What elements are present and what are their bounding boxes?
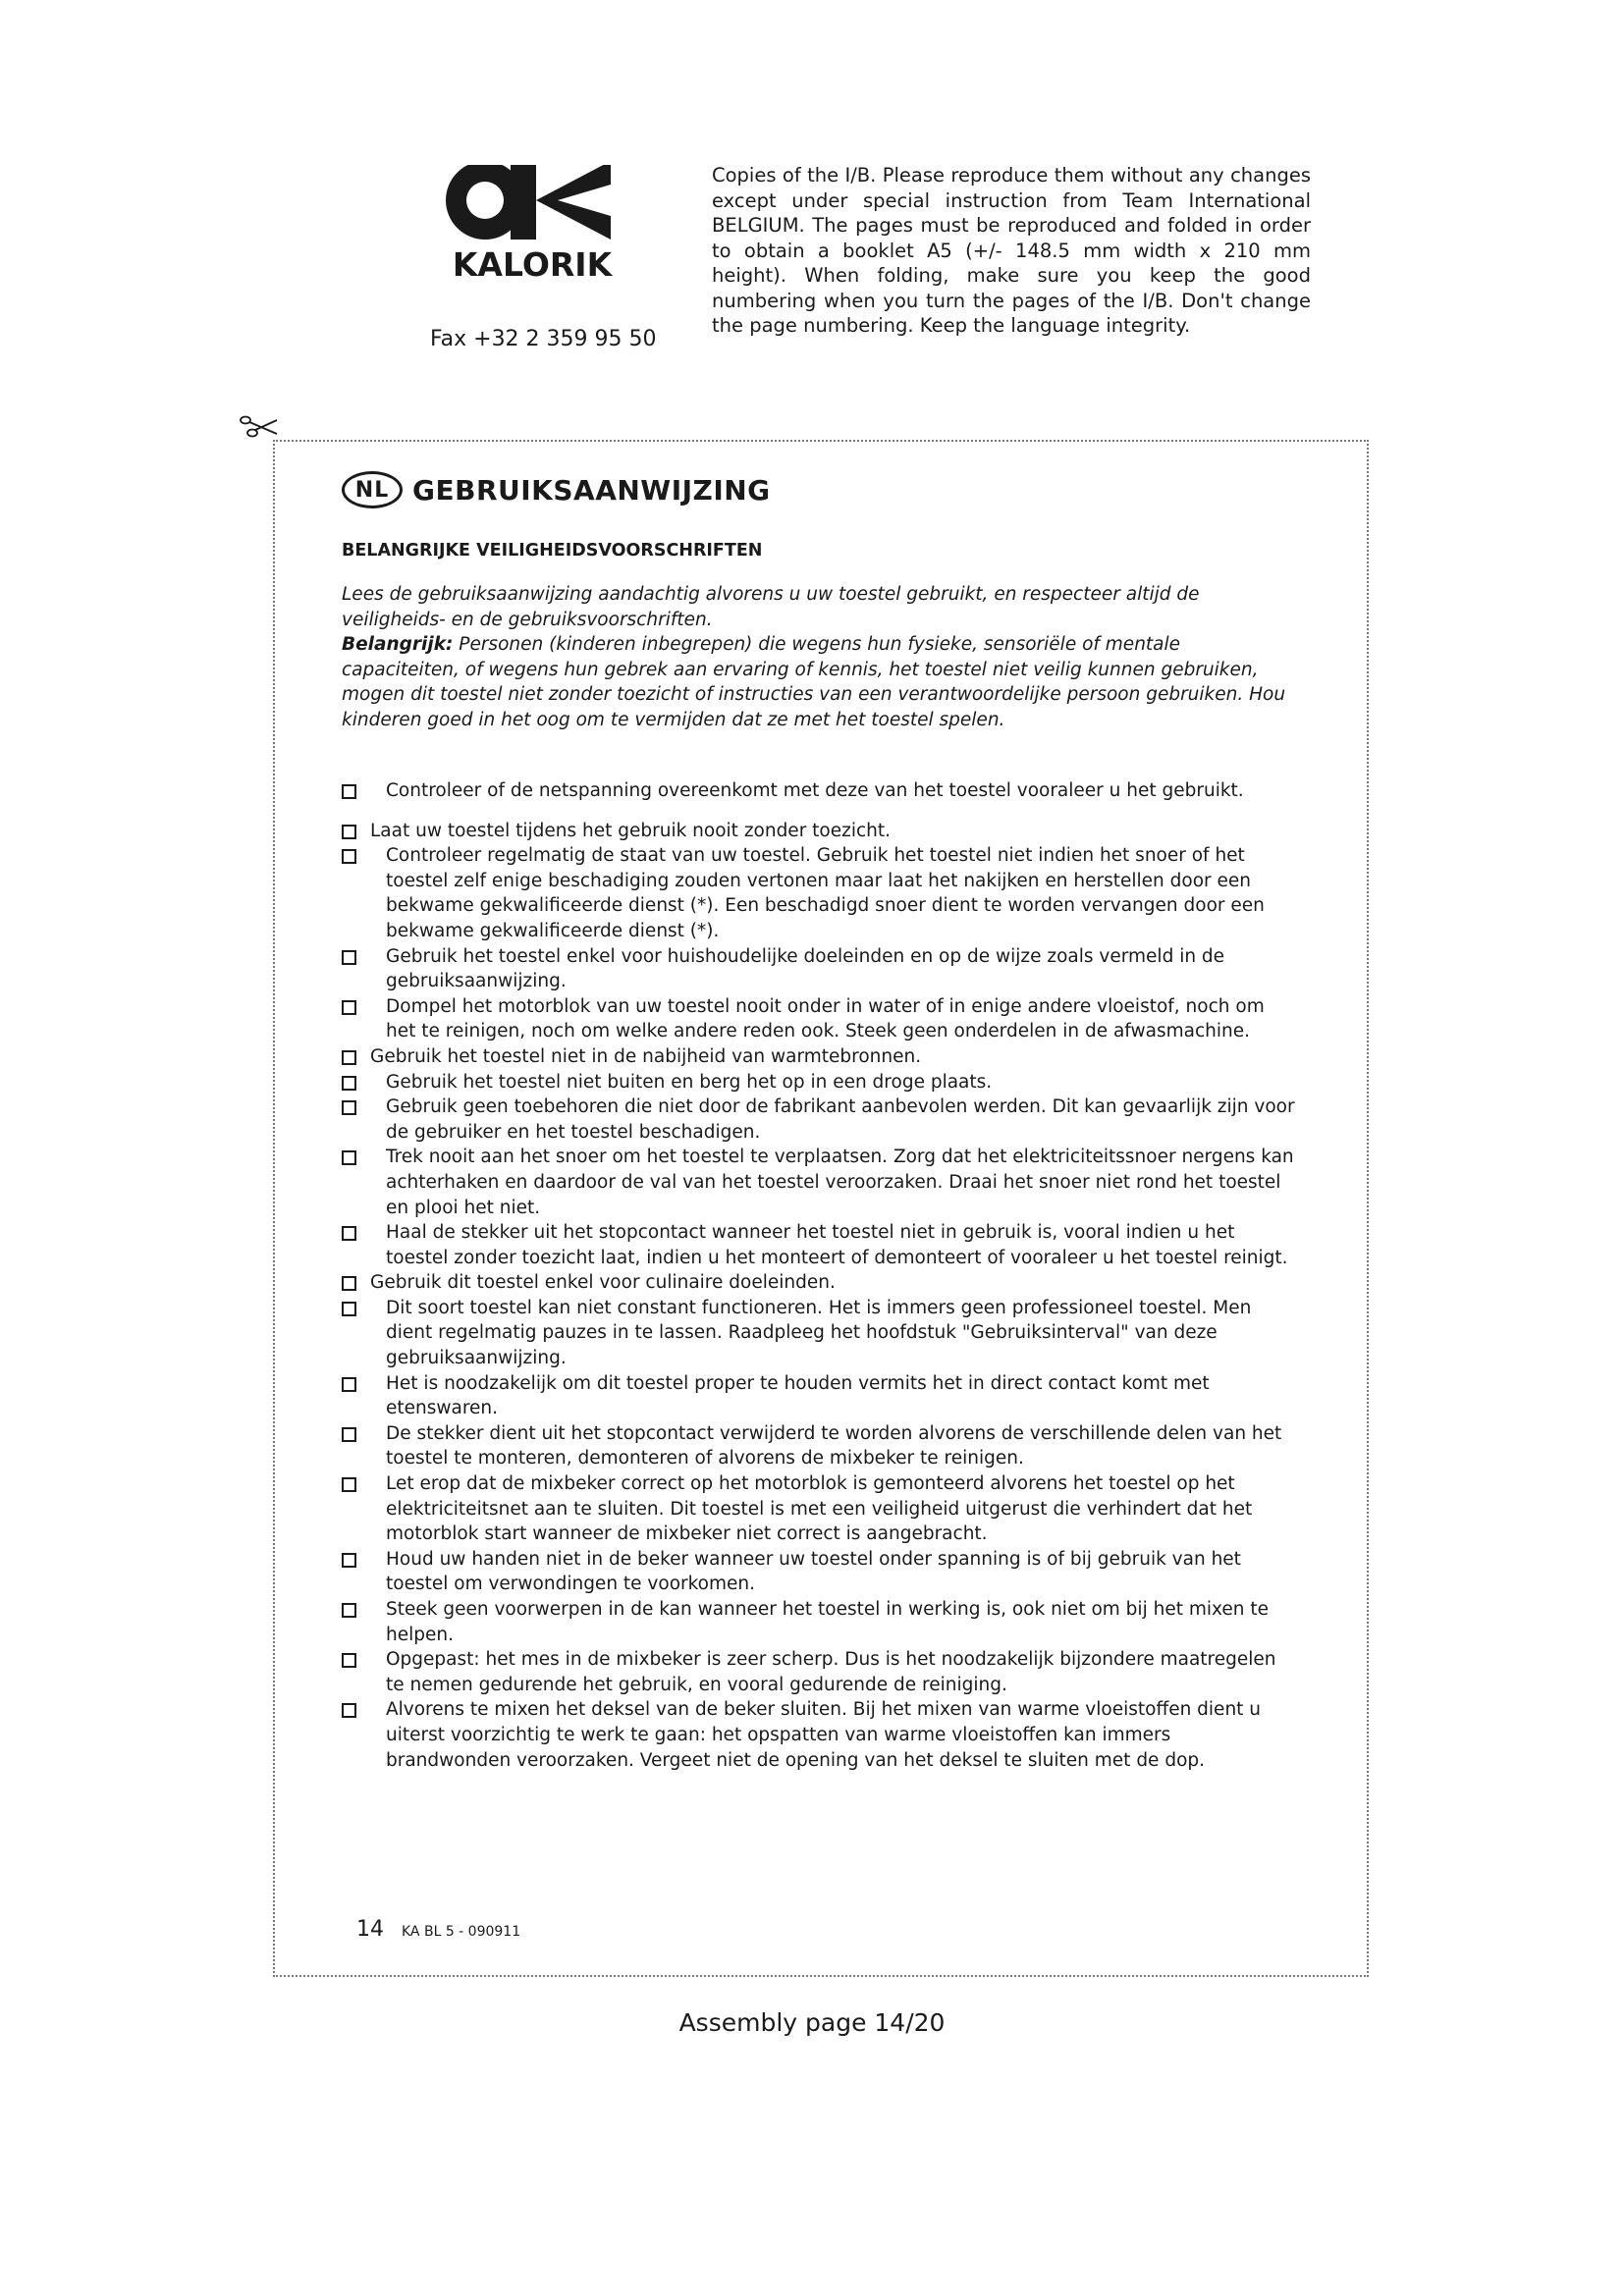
important-paragraph: [342, 632, 1296, 732]
kalorik-logo: [442, 165, 623, 283]
list-item: [342, 1044, 1296, 1070]
checkbox-icon: [342, 1653, 356, 1668]
rule-text: Gebruik het toestel niet in de nabijheid van warmtebronnen.: [370, 1045, 922, 1067]
list-item: [342, 1421, 1296, 1471]
checkbox-icon: [342, 1553, 356, 1568]
rule-text: Let erop dat de mixbeker correct op het motorblok is gemonteerd alvorens het toestel op het elektriciteitsnet aan te sluiten. Dit toestel is met een veiligheid uitgerust die verhindert dat het motorblok start wanneer de mixbeker niet correct is aangebracht.: [386, 1473, 1253, 1545]
rule-text: Dit soort toestel kan niet constant functioneren. Het is immers geen professioneel toestel. Men dient regelmatig pauzes in te lassen. Raadpleeg het hoofdstuk "Gebruiksinterval" van deze gebruiksaanwijzing.: [386, 1297, 1252, 1369]
checkbox-icon: [342, 1703, 356, 1718]
rule-text: Gebruik het toestel niet buiten en berg het op in een droge plaats.: [386, 1071, 993, 1093]
rule-text: Opgepast: het mes in de mixbeker is zeer scherp. Dus is het noodzakelijk bijzondere maatregelen te nemen gedurende het gebruik, en vooral gedurende de reiniging.: [386, 1649, 1276, 1695]
rule-text: Gebruik geen toebehoren die niet door de fabrikant aanbevolen werden. Dit kan gevaarlijk zijn voor de gebruiker en het toestel beschadigen.: [386, 1096, 1295, 1143]
safety-heading: BELANGRIJKE VEILIGHEIDSVOORSCHRIFTEN: [342, 541, 763, 561]
section-title: GEBRUIKSAANWIJZING: [412, 473, 771, 507]
rule-text: Controleer of de netspanning overeenkomt met deze van het toestel vooraleer u het gebruikt.: [386, 780, 1244, 801]
language-badge: NL: [342, 471, 403, 508]
checkbox-icon: [342, 849, 356, 864]
model-code: KA BL 5 - 090911: [402, 1924, 521, 1940]
checkbox-icon: [342, 1477, 356, 1492]
checkbox-icon: [342, 950, 356, 965]
list-item: [342, 1697, 1296, 1773]
rule-text: Gebruik dit toestel enkel voor culinaire doeleinden.: [370, 1272, 836, 1294]
list-item: [342, 819, 1296, 844]
page-footer: [356, 1917, 520, 1942]
list-item: [342, 1647, 1296, 1697]
rule-text: Alvorens te mixen het deksel van de beker sluiten. Bij het mixen van warme vloeistoffen dient u uiterst voorzichtig te werk te gaan: het opspatten van warme vloeistoffen kan immers brandwonden veroorzaken. Vergeet niet de opening van het deksel te sluiten met de dop.: [386, 1699, 1262, 1771]
checkbox-icon: [342, 1226, 356, 1241]
checkbox-icon: [342, 1150, 356, 1165]
important-label: Belangrijk:: [342, 634, 454, 655]
list-item: [342, 1270, 1296, 1296]
list-item: [342, 1597, 1296, 1647]
checkbox-icon: [342, 1276, 356, 1291]
logo-text: KALORIK: [452, 245, 613, 283]
scissors-icon: [240, 410, 279, 438]
rule-text: Laat uw toestel tijdens het gebruik nooit zonder toezicht.: [370, 820, 892, 841]
checkbox-icon: [342, 1076, 356, 1091]
list-item: [342, 1296, 1296, 1371]
rule-text: Houd uw handen niet in de beker wanneer uw toestel onder spanning is of bij gebruik van het toestel om verwondingen te voorkomen.: [386, 1548, 1241, 1595]
section-heading: [342, 470, 771, 509]
rule-text: Haal de stekker uit het stopcontact wanneer het toestel niet in gebruik is, vooral indien u het toestel zonder toezicht laat, indien u het monteert of demonteert of vooraleer u het toestel reinigt.: [386, 1222, 1288, 1268]
fax-number: Fax +32 2 359 95 50: [430, 327, 657, 351]
list-item: [342, 1471, 1296, 1547]
checkbox-icon: [342, 1427, 356, 1442]
list-item: [342, 778, 1296, 804]
assembly-page-label: Assembly page 14/20: [678, 2008, 946, 2037]
list-item: [342, 1095, 1296, 1145]
checkbox-icon: [342, 1100, 356, 1115]
list-item: [342, 1371, 1296, 1421]
checkbox-icon: [342, 1302, 356, 1316]
checkbox-icon: [342, 1000, 356, 1015]
rule-text: Gebruik het toestel enkel voor huishoudelijke doeleinden en op de wijze zoals vermeld in de gebruiksaanwijzing.: [386, 945, 1225, 992]
list-item: [342, 944, 1296, 994]
rule-text: De stekker dient uit het stopcontact verwijderd te worden alvorens de verschillende delen van het toestel te monteren, demonteren of alvorens de mixbeker te reinigen.: [386, 1422, 1282, 1469]
rule-text: Steek geen voorwerpen in de kan wanneer het toestel in werking is, ook niet om bij het mixen te helpen.: [386, 1599, 1269, 1645]
rule-text: Het is noodzakelijk om dit toestel proper te houden vermits het in direct contact komt met etenswaren.: [386, 1372, 1210, 1419]
checkbox-icon: [342, 1603, 356, 1618]
rule-text: Dompel het motorblok van uw toestel nooit onder in water of in enige andere vloeistof, noch om het te reinigen, noch om welke andere reden ook. Steek geen onderdelen in de afwasmachine.: [386, 995, 1265, 1042]
list-item: [342, 994, 1296, 1044]
checkbox-icon: [342, 784, 356, 799]
safety-rules-list: [342, 778, 1296, 1773]
rule-text: Trek nooit aan het snoer om het toestel te verplaatsen. Zorg dat het elektriciteitssnoer nergens kan achterhaken en daardoor de val van het toestel veroorzaken. Draai het snoer niet rond het toestel en plooi het niet.: [386, 1147, 1294, 1218]
checkbox-icon: [342, 1050, 356, 1065]
list-item: [342, 843, 1296, 943]
reproduction-note: Copies of the I/B. Please reproduce them without any changes except under special instruction from Team International BELGIUM. The pages must be reproduced and folded in order to obtain a booklet A5 (+/- 148.5 mm width x 210 mm height). When folding, make sure you keep the good numbering when you turn the pages of the I/B. Don't change the page numbering. Keep the language integrity.: [712, 164, 1311, 337]
list-item: [342, 1070, 1296, 1095]
list-item: [342, 1145, 1296, 1220]
checkbox-icon: [342, 1377, 356, 1392]
intro-text: [342, 582, 1296, 732]
important-text: Personen (kinderen inbegrepen) die wegens hun fysieke, sensoriële of mentale capaciteiten, of wegens hun gebrek aan ervaring of kennis, het toestel niet veilig kunnen gebruiken, mogen dit toestel niet zonder toezicht of instructies van een verantwoordelijke persoon gebruiken. Hou kinderen goed in het oog om te vermijden dat ze met het toestel spelen.: [342, 634, 1286, 730]
list-item: [342, 1220, 1296, 1270]
rule-text: Controleer regelmatig de staat van uw toestel. Gebruik het toestel niet indien het snoer of het toestel zelf enige beschadiging zouden vertonen maar laat het nakijken en herstellen door een bekwame gekwalificeerde dienst (*). Een beschadigd snoer dient te worden vervangen door een bekwame gekwalificeerde dienst (*).: [386, 845, 1265, 941]
list-item: [342, 1547, 1296, 1597]
checkbox-icon: [342, 825, 356, 839]
intro-paragraph: Lees de gebruiksaanwijzing aandachtig alvorens u uw toestel gebruikt, en respecteer altijd de veiligheids- en de gebruiksvoorschriften.: [342, 584, 1200, 630]
page-number: 14: [356, 1917, 384, 1942]
